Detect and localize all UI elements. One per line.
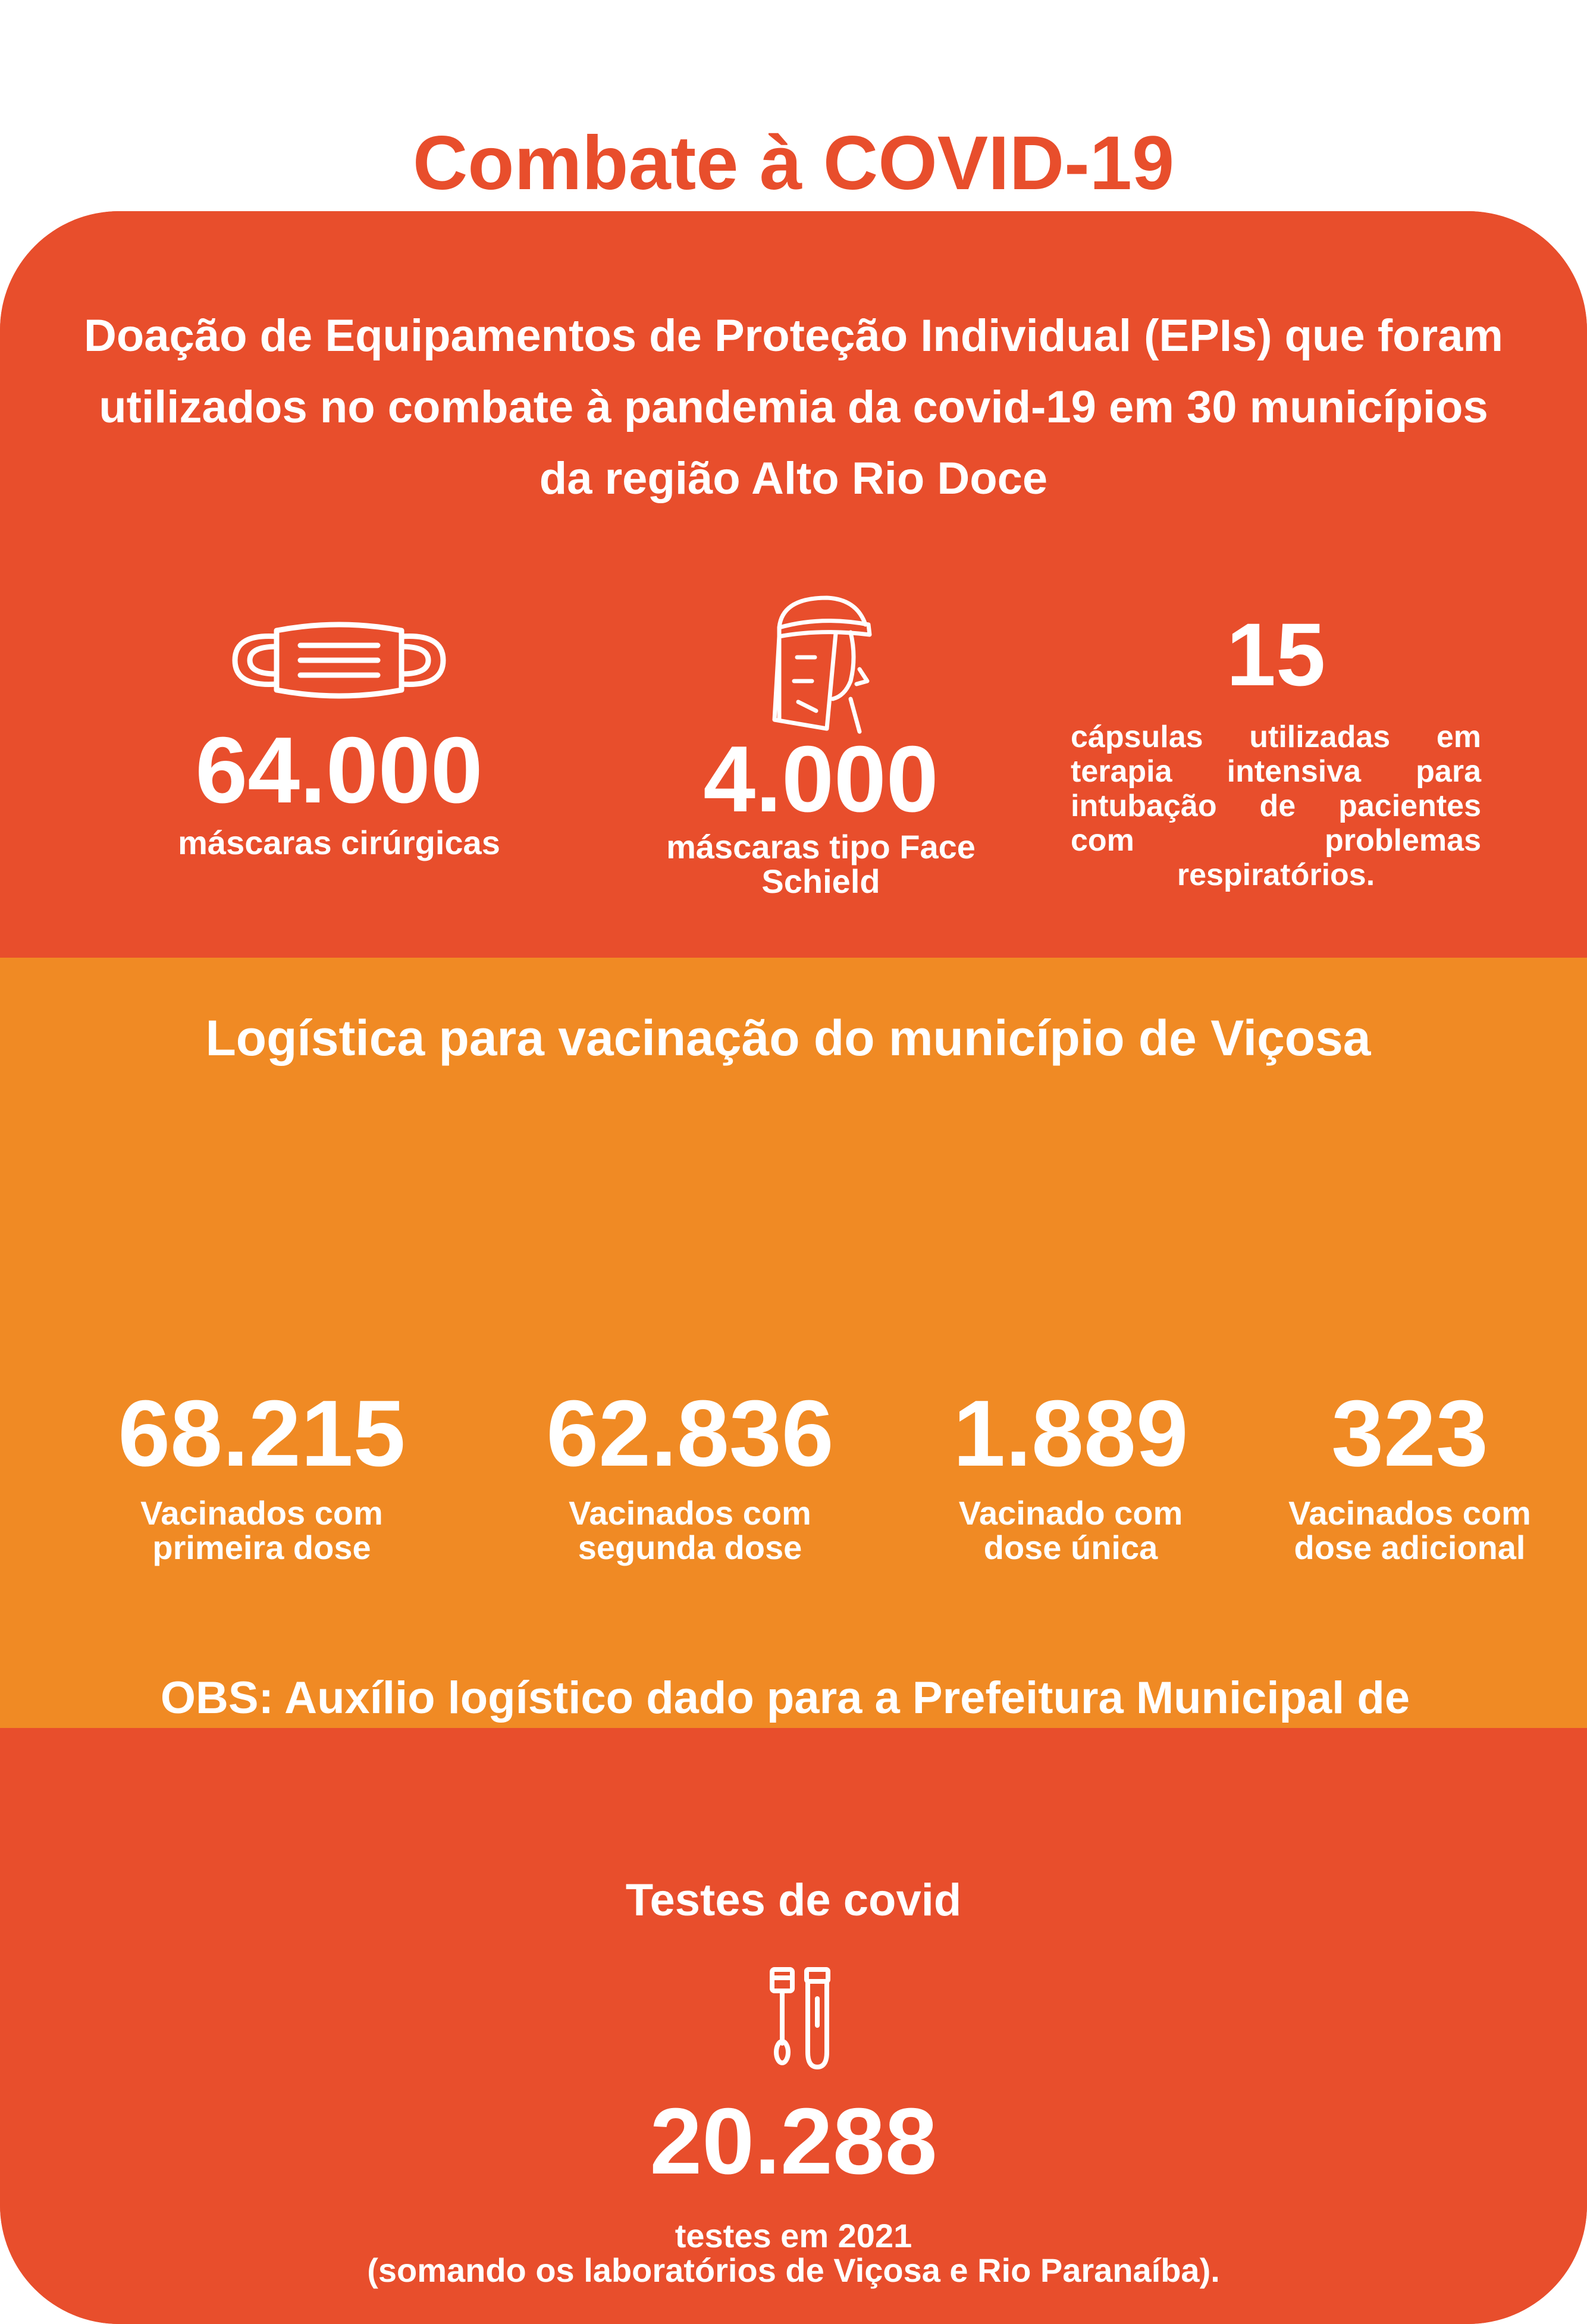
stat-label-line1: Vacinados com: [569, 1494, 811, 1532]
tests-section: [0, 1728, 1587, 2324]
stat-value: 15: [1226, 604, 1326, 704]
epi-intro-text: Doação de Equipamentos de Proteção Individual (EPIs) que foram utilizados no combate à pandemia da covid-19 em 30 municípios da região Alto Rio Doce: [83, 311, 1504, 504]
stat-label-line2: dose adicional: [1294, 1529, 1526, 1566]
stat-label-line2: segunda dose: [578, 1529, 802, 1566]
epi-stat-capsules-label: cápsulas utilizadas em terapia intensiva para intubação de pacientes com problemas respiratórios.: [1071, 720, 1481, 892]
vaccination-stat-single-dose: [916, 1383, 1225, 1565]
tests-heading: Testes de covid: [625, 1875, 962, 1925]
vaccination-obs-text: OBS: Auxílio logístico dado para a Prefeitura Municipal de: [160, 1673, 1410, 1723]
tests-label: testes em 2021: [675, 2217, 912, 2254]
vaccination-heading: Logística para vacinação do município de Viçosa: [205, 1010, 1371, 1066]
tests-sublabel: (somando os laboratórios de Viçosa e Rio Paranaíba).: [367, 2251, 1220, 2289]
vaccination-stat-additional-dose: [1261, 1383, 1558, 1565]
stat-label: máscaras tipo Face Schield: [666, 828, 976, 900]
stat-value: 1.889: [953, 1381, 1188, 1486]
infographic-card: [0, 211, 1587, 2324]
test-tubes-icon: [767, 1966, 833, 2070]
stat-label: máscaras cirúrgicas: [178, 824, 500, 861]
stat-value: 68.215: [118, 1381, 406, 1486]
stat-value: 64.000: [195, 718, 483, 823]
epi-stat-capsules: [1071, 604, 1481, 704]
stat-value: 62.836: [546, 1381, 834, 1486]
stat-value: 323: [1331, 1381, 1488, 1486]
epi-stat-face-shields: [625, 729, 1017, 899]
page-title: Combate à COVID-19: [412, 121, 1175, 206]
stat-label-line1: Vacinados com: [140, 1494, 383, 1532]
epi-stat-surgical-masks: [119, 720, 559, 860]
stat-label-line2: primeira dose: [152, 1529, 371, 1566]
tests-value: 20.288: [650, 2089, 937, 2194]
surgical-mask-icon: [229, 616, 449, 705]
epi-section: [0, 211, 1587, 958]
face-shield-icon: [761, 592, 880, 735]
stat-label-line1: Vacinados com: [1288, 1494, 1531, 1532]
vaccination-stat-second-dose: [500, 1383, 880, 1565]
vaccination-stat-first-dose: [83, 1383, 440, 1565]
stat-label-line1: Vacinado com: [958, 1494, 1183, 1532]
vaccination-section: [0, 958, 1587, 1728]
stat-value: 4.000: [703, 727, 939, 832]
stat-label-line2: dose única: [983, 1529, 1158, 1566]
